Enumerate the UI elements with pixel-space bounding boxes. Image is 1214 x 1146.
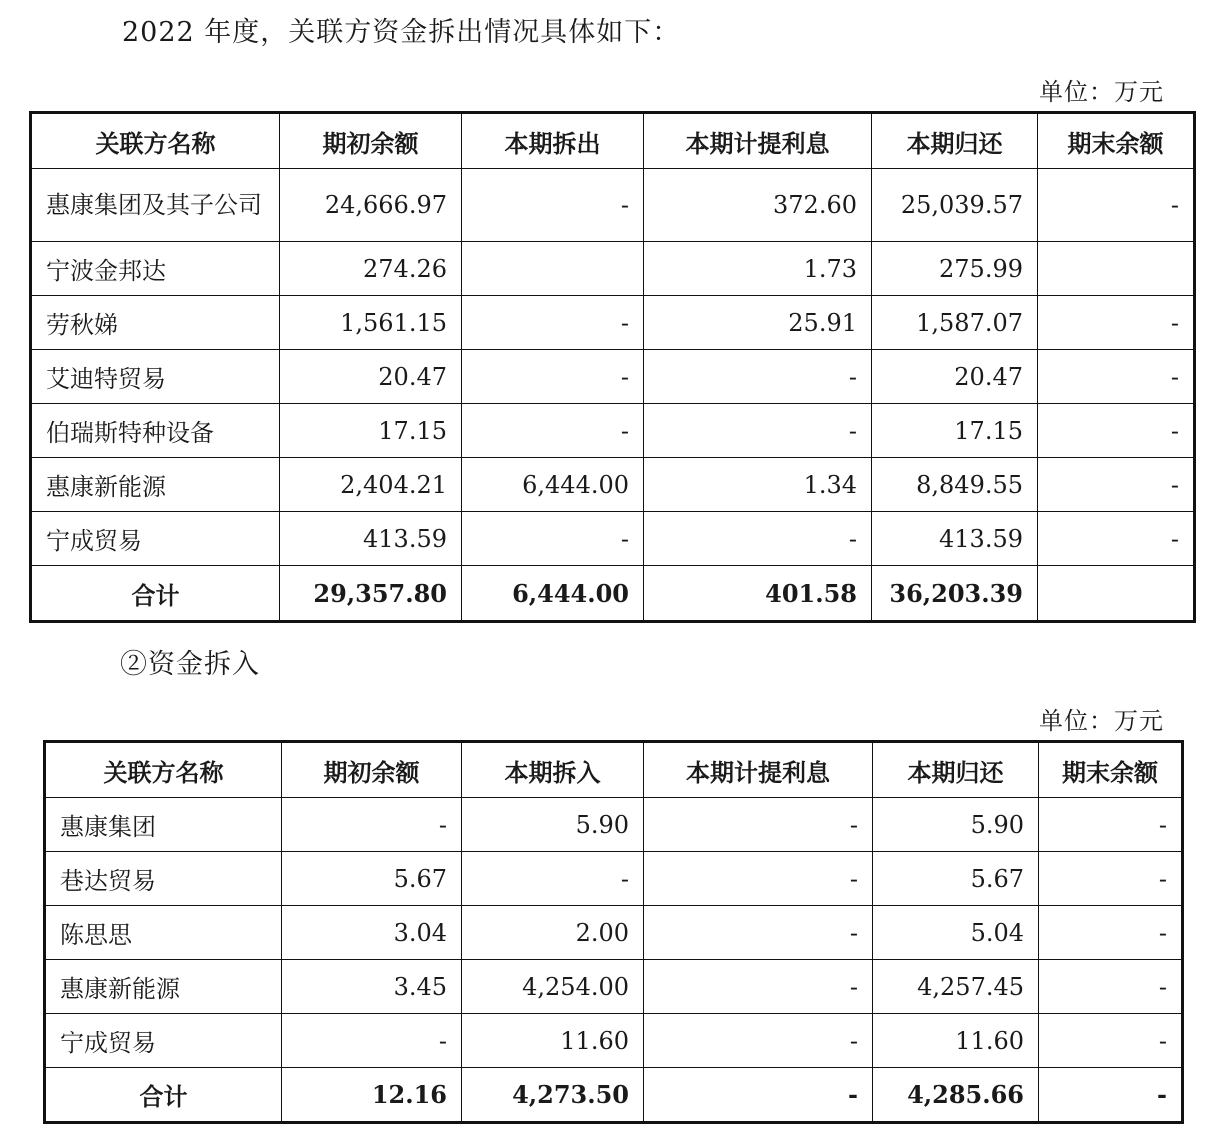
- interest: 1.34: [644, 458, 872, 512]
- opening-balance: 3.04: [282, 906, 462, 960]
- total-interest: 401.58: [644, 566, 872, 622]
- closing-balance: -: [1039, 906, 1183, 960]
- repaid: 275.99: [872, 242, 1038, 296]
- table-row: [45, 906, 1183, 960]
- total-row: [31, 566, 1195, 622]
- col-header-repaid: 本期归还: [873, 742, 1039, 798]
- interest: -: [644, 512, 872, 566]
- table-row: [31, 169, 1195, 242]
- unit-label: 单位：万元: [1039, 78, 1164, 106]
- opening-balance: 24,666.97: [280, 169, 462, 242]
- repaid: 5.04: [873, 906, 1039, 960]
- interest: -: [644, 350, 872, 404]
- col-header-party-name: 关联方名称: [45, 742, 282, 798]
- total-opening-balance: 29,357.80: [280, 566, 462, 622]
- repaid: 11.60: [873, 1014, 1039, 1068]
- borrowed-in: 11.60: [462, 1014, 644, 1068]
- party-name: 宁波金邦达: [31, 242, 280, 296]
- col-header-repaid: 本期归还: [872, 113, 1038, 169]
- party-name: 惠康集团及其子公司: [31, 169, 280, 242]
- borrowed-in: -: [462, 852, 644, 906]
- borrowed-in: 5.90: [462, 798, 644, 852]
- repaid: 20.47: [872, 350, 1038, 404]
- total-closing-balance: [1038, 566, 1195, 622]
- col-header-opening-balance: 期初余额: [280, 113, 462, 169]
- repaid: 17.15: [872, 404, 1038, 458]
- total-lent-out: 6,444.00: [462, 566, 644, 622]
- opening-balance: 1,561.15: [280, 296, 462, 350]
- intro-text: 2022 年度，关联方资金拆出情况具体如下：: [122, 17, 681, 48]
- interest: -: [644, 906, 873, 960]
- repaid: 25,039.57: [872, 169, 1038, 242]
- table-row: [45, 798, 1183, 852]
- interest: -: [644, 404, 872, 458]
- col-header-lent-out: 本期拆出: [462, 113, 644, 169]
- table-row: [31, 404, 1195, 458]
- interest: -: [644, 960, 873, 1014]
- table-row: [45, 852, 1183, 906]
- closing-balance: -: [1039, 960, 1183, 1014]
- section-heading-funds-borrowed: ②资金拆入: [120, 649, 260, 680]
- lent-out: -: [462, 512, 644, 566]
- closing-balance: -: [1038, 350, 1195, 404]
- col-header-closing-balance: 期末余额: [1039, 742, 1183, 798]
- party-name: 伯瑞斯特种设备: [31, 404, 280, 458]
- table-row: [31, 512, 1195, 566]
- party-name: 惠康新能源: [45, 960, 282, 1014]
- opening-balance: 274.26: [280, 242, 462, 296]
- interest: 1.73: [644, 242, 872, 296]
- total-label: 合计: [31, 566, 280, 622]
- borrowed-in: 4,254.00: [462, 960, 644, 1014]
- opening-balance: 2,404.21: [280, 458, 462, 512]
- opening-balance: -: [282, 1014, 462, 1068]
- party-name: 艾迪特贸易: [31, 350, 280, 404]
- total-repaid: 36,203.39: [872, 566, 1038, 622]
- lent-out: -: [462, 404, 644, 458]
- table-row: [31, 296, 1195, 350]
- total-closing-balance: -: [1039, 1068, 1183, 1123]
- opening-balance: 413.59: [280, 512, 462, 566]
- party-name: 惠康集团: [45, 798, 282, 852]
- col-header-borrowed-in: 本期拆入: [462, 742, 644, 798]
- total-label: 合计: [45, 1068, 282, 1123]
- party-name: 巷达贸易: [45, 852, 282, 906]
- borrowed-in: 2.00: [462, 906, 644, 960]
- table-row: [31, 458, 1195, 512]
- lent-out: -: [462, 350, 644, 404]
- closing-balance: -: [1039, 798, 1183, 852]
- table-row: [45, 960, 1183, 1014]
- repaid: 5.90: [873, 798, 1039, 852]
- closing-balance: -: [1038, 404, 1195, 458]
- repaid: 413.59: [872, 512, 1038, 566]
- table-row: [31, 242, 1195, 296]
- opening-balance: 17.15: [280, 404, 462, 458]
- interest: 372.60: [644, 169, 872, 242]
- table-row: [45, 1014, 1183, 1068]
- total-borrowed-in: 4,273.50: [462, 1068, 644, 1123]
- lent-out: [462, 242, 644, 296]
- opening-balance: -: [282, 798, 462, 852]
- col-header-opening-balance: 期初余额: [282, 742, 462, 798]
- opening-balance: 20.47: [280, 350, 462, 404]
- lent-out: -: [462, 169, 644, 242]
- col-header-interest: 本期计提利息: [644, 113, 872, 169]
- total-interest: -: [644, 1068, 873, 1123]
- closing-balance: -: [1038, 169, 1195, 242]
- funds-borrowed-table: [43, 740, 1184, 1124]
- table-header-row: [31, 113, 1195, 169]
- funds-lent-table: [29, 111, 1196, 623]
- col-header-interest: 本期计提利息: [644, 742, 873, 798]
- unit-label: 单位：万元: [1039, 707, 1164, 735]
- total-row: [45, 1068, 1183, 1123]
- opening-balance: 5.67: [282, 852, 462, 906]
- table-header-row: [45, 742, 1183, 798]
- closing-balance: [1038, 242, 1195, 296]
- interest: -: [644, 1014, 873, 1068]
- party-name: 惠康新能源: [31, 458, 280, 512]
- party-name: 宁成贸易: [31, 512, 280, 566]
- repaid: 8,849.55: [872, 458, 1038, 512]
- party-name: 宁成贸易: [45, 1014, 282, 1068]
- closing-balance: -: [1039, 1014, 1183, 1068]
- lent-out: -: [462, 296, 644, 350]
- opening-balance: 3.45: [282, 960, 462, 1014]
- closing-balance: -: [1038, 512, 1195, 566]
- table-row: [31, 350, 1195, 404]
- repaid: 5.67: [873, 852, 1039, 906]
- total-repaid: 4,285.66: [873, 1068, 1039, 1123]
- col-header-party-name: 关联方名称: [31, 113, 280, 169]
- closing-balance: -: [1038, 296, 1195, 350]
- col-header-closing-balance: 期末余额: [1038, 113, 1195, 169]
- closing-balance: -: [1039, 852, 1183, 906]
- party-name: 劳秋娣: [31, 296, 280, 350]
- interest: -: [644, 798, 873, 852]
- closing-balance: -: [1038, 458, 1195, 512]
- repaid: 1,587.07: [872, 296, 1038, 350]
- interest: -: [644, 852, 873, 906]
- lent-out: 6,444.00: [462, 458, 644, 512]
- repaid: 4,257.45: [873, 960, 1039, 1014]
- total-opening-balance: 12.16: [282, 1068, 462, 1123]
- party-name: 陈思思: [45, 906, 282, 960]
- interest: 25.91: [644, 296, 872, 350]
